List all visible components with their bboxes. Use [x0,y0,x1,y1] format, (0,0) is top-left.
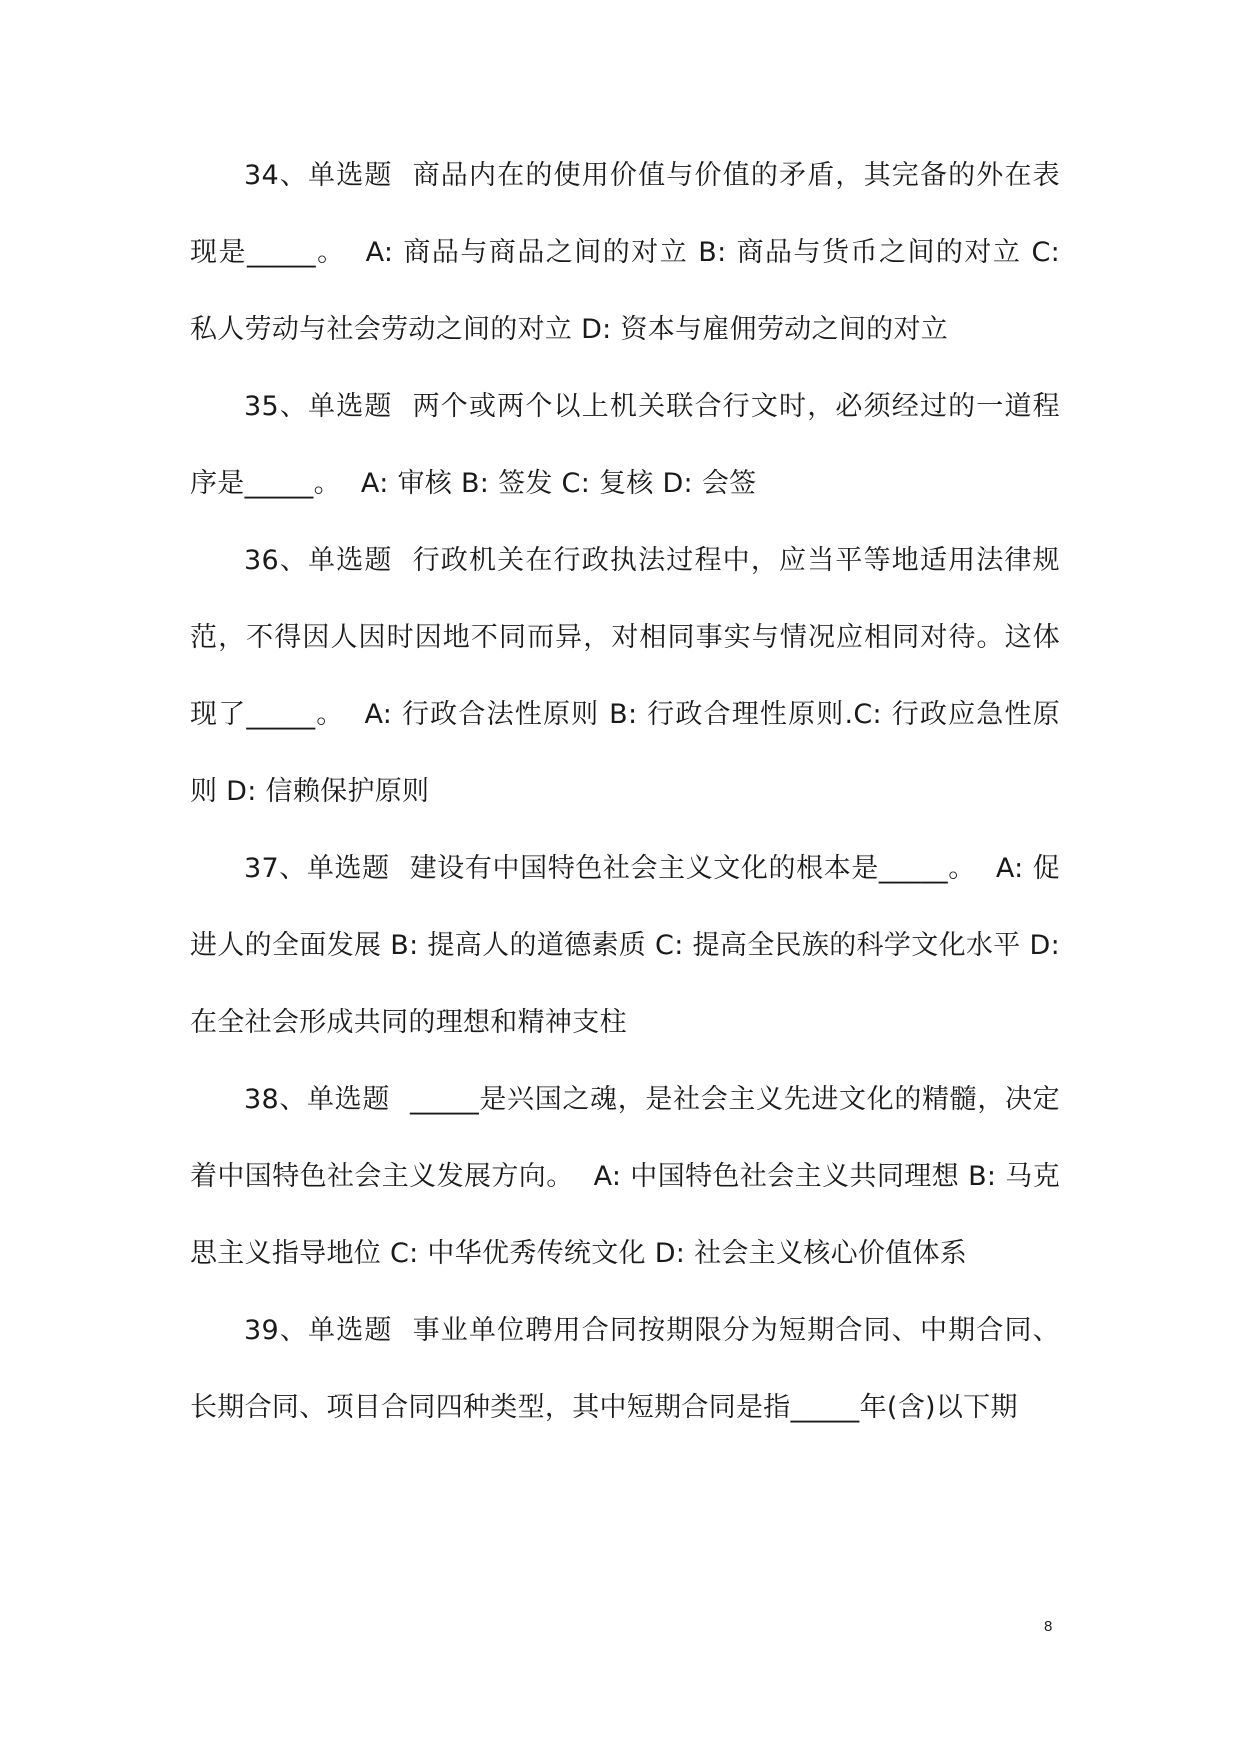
question-stem: 行政机关在行政执法过程中，应当平等地适用法律规范，不得因人因时因地不同而异，对相同事实与情况应相同对待。这体现了_____。 [190,545,1060,730]
question-stem: 事业单位聘用合同按期限分为短期合同、中期合同、长期合同、项目合同四种类型，其中短期合同是指_____年(含)以下期 [190,1315,1060,1423]
question-number: 39、 [244,1315,309,1346]
question-options: A: 促进人的全面发展 B: 提高人的道德素质 C: 提高全民族的科学文化水平 D: 在全社会形成共同的理想和精神支柱 [190,853,1061,1038]
question-35 [190,368,1060,522]
question-type: 单选题 [307,1084,390,1115]
question-options: A: 审核 B: 签发 C: 复核 D: 会签 [360,468,757,499]
question-number: 35、 [244,391,309,422]
question-list [190,137,1060,1446]
question-options: A: 商品与商品之间的对立 B: 商品与货币之间的对立 C: 私人劳动与社会劳动之间的对立 D: 资本与雇佣劳动之间的对立 [190,237,1060,345]
question-39 [190,1292,1060,1446]
question-type: 单选题 [306,853,390,884]
question-34 [190,137,1060,368]
question-38 [190,1061,1060,1292]
question-type: 单选题 [308,545,393,576]
question-37 [190,830,1060,1061]
question-number: 34、 [244,160,309,191]
question-number: 38、 [244,1084,307,1115]
question-number: 36、 [244,545,309,576]
question-type: 单选题 [308,391,393,422]
question-stem: 商品内在的使用价值与价值的矛盾，其完备的外在表现是_____。 [190,160,1060,268]
question-stem: _____是兴国之魂，是社会主义先进文化的精髓，决定着中国特色社会主义发展方向。 [190,1084,1060,1192]
page-number: 8 [1044,1618,1053,1635]
question-type: 单选题 [308,1315,393,1346]
question-number: 37、 [244,853,307,884]
question-options: A: 行政合法性原则 B: 行政合理性原则.C: 行政应急性原则 D: 信赖保护原则 [190,699,1061,807]
question-stem: 建设有中国特色社会主义文化的根本是_____。 [409,853,976,884]
question-options: A: 中国特色社会主义共同理想 B: 马克思主义指导地位 C: 中华优秀传统文化 D: 社会主义核心价值体系 [190,1161,1061,1269]
question-stem: 两个或两个以上机关联合行文时，必须经过的一道程序是_____。 [190,391,1060,499]
question-type: 单选题 [308,160,393,191]
question-36 [190,522,1060,830]
